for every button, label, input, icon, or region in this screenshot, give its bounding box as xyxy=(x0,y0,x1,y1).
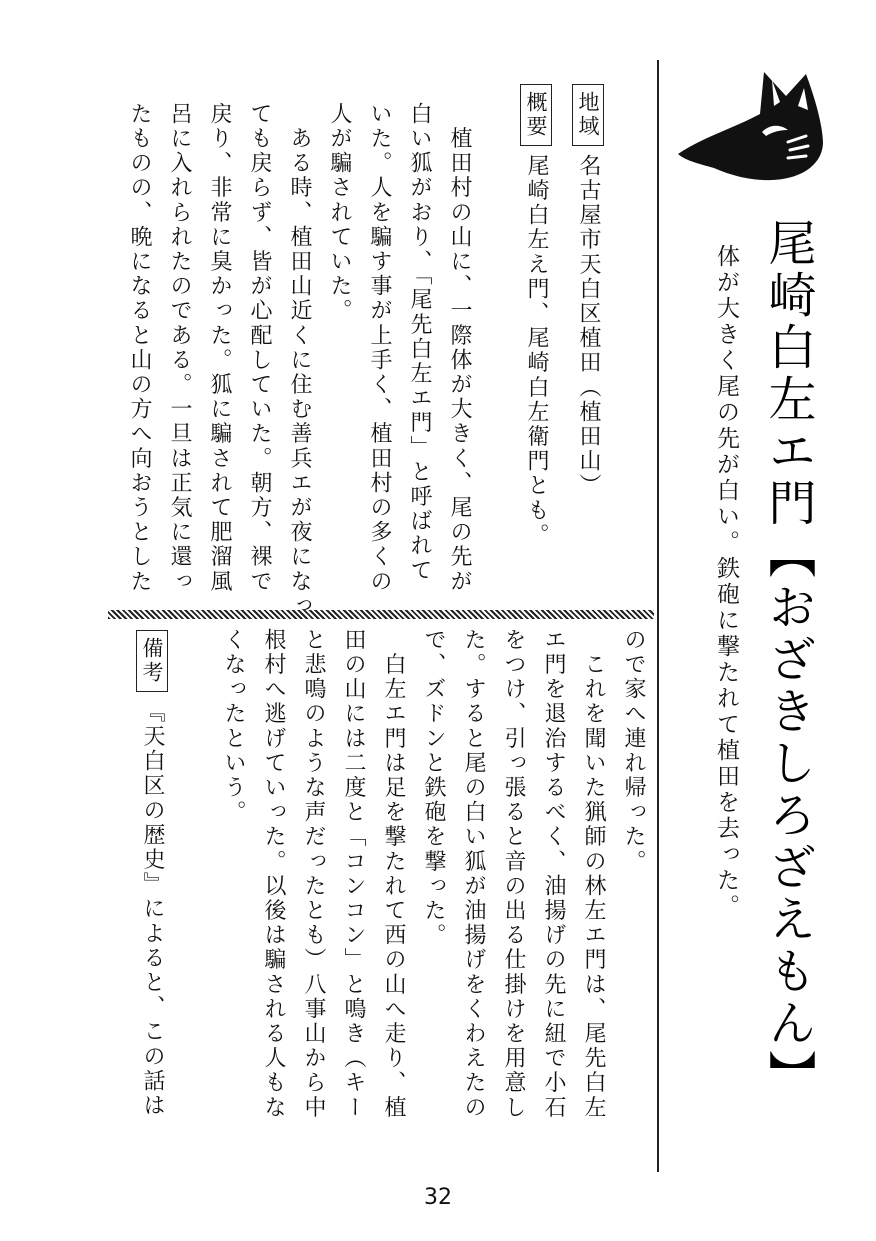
text-line: 白左エ門は足を撃たれて西の山へ走り、植 xyxy=(381,628,406,1120)
entry-title xyxy=(758,218,818,1102)
text-line: で、ズドンと鉄砲を撃った。 xyxy=(421,628,446,948)
text-line: ある時、植田山近くに住む善兵エが夜になっ xyxy=(287,102,312,619)
text-line: 根村へ逃げていった。以後は騙される人もな xyxy=(261,628,286,1120)
notes-text: 『天白区の歴史』によると、この話は xyxy=(140,700,165,1119)
fox-head-icon xyxy=(676,66,826,184)
summary-column xyxy=(520,84,552,548)
text-line: 呂に入れられたのである。一旦は正気に還っ xyxy=(167,102,192,594)
summary-alias: 尾崎白左え門、尾崎白左衛門とも。 xyxy=(524,154,549,548)
text-line: エ門を退治するべく、油揚げの先に紐で小石 xyxy=(541,628,566,1120)
region-label: 地域 xyxy=(572,84,604,146)
text-line: くなったという。 xyxy=(221,628,246,825)
text-line: いた。人を騙す事が上手く、植田村の多くの xyxy=(367,102,392,594)
page-number: 32 xyxy=(424,1185,452,1210)
text-line: 田の山には二度と「コンコン」と鳴き（キー xyxy=(341,628,366,1120)
text-line: たものの、晩になると山の方へ向おうとした xyxy=(127,102,152,594)
text-line: 白い狐がおり、「尾先白左エ門」と呼ばれて xyxy=(407,102,432,583)
region-text: 名古屋市天白区植田（植田山） xyxy=(576,154,601,499)
text-line: をつけ、引っ張ると音の出る仕掛けを用意し xyxy=(501,628,526,1120)
entry-reading: 【おざきしろざえもん】 xyxy=(760,530,816,1102)
text-line: た。すると尾の白い狐が油揚げをくわえたの xyxy=(461,628,486,1120)
text-line: これを聞いた猟師の林左エ門は、尾先白左 xyxy=(581,628,606,1120)
text-line: 人が騙されていた。 xyxy=(327,102,352,324)
text-line: 戻り、非常に臭かった。狐に騙されて肥溜風 xyxy=(207,102,232,594)
summary-label: 概要 xyxy=(520,84,552,146)
region-column xyxy=(572,84,604,498)
text-line: と悲鳴のような声だったとも）八事山から中 xyxy=(301,628,326,1120)
vertical-divider xyxy=(657,60,659,1172)
notes-column xyxy=(136,630,168,1118)
text-line: 植田村の山に、一際体が大きく、尾の先が xyxy=(447,102,472,594)
notes-label: 備考 xyxy=(136,630,168,692)
text-line: ので家へ連れ帰った。 xyxy=(621,628,646,874)
entry-subtitle: 体が大きく尾の先が白い。鉄砲に撃たれて植田を去った。 xyxy=(713,244,739,920)
entry-name: 尾崎白左エ門 xyxy=(760,218,816,530)
hatched-divider xyxy=(108,610,654,619)
text-line: ても戻らず、皆が心配していた。朝方、裸で xyxy=(247,102,272,594)
